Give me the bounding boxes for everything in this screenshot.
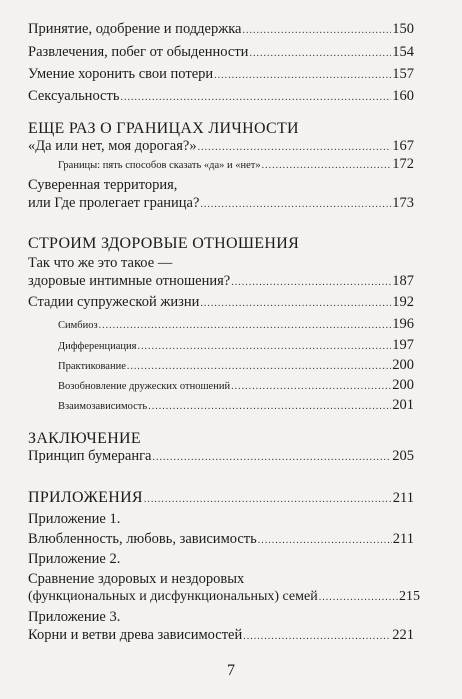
entry-page: 192 <box>392 294 414 310</box>
dot-leader <box>127 358 391 376</box>
dot-leader <box>214 67 391 85</box>
entry-page: 172 <box>392 156 414 172</box>
entry-title: Умение хоронить свои потери <box>28 66 214 82</box>
entry-page: 215 <box>399 589 420 604</box>
toc-entry <box>28 293 414 313</box>
toc-entry <box>28 489 414 509</box>
section-heading: ПРИЛОЖЕНИЯ <box>28 489 143 506</box>
entry-title: «Да или нет, моя дорогая?» <box>28 138 197 154</box>
entry-title: Возобновление дружеских отношений <box>58 381 231 392</box>
entry-title: Стадии супружеской жизни <box>28 294 200 310</box>
section-heading: СТРОИМ ЗДОРОВЫЕ ОТНОШЕНИЯ <box>28 235 300 252</box>
dot-leader <box>148 398 391 416</box>
dot-leader <box>144 491 392 509</box>
entry-title: Границы: пять способов сказать «да» и «нет» <box>58 160 261 171</box>
entry-title: Корни и ветви древа зависимостей <box>28 627 243 643</box>
dot-leader <box>200 295 391 313</box>
toc-subentry <box>58 336 414 356</box>
toc-subentry <box>58 356 414 376</box>
dot-leader <box>120 89 391 107</box>
dot-leader <box>231 378 391 396</box>
entry-title-line: Суверенная территория, <box>28 177 178 193</box>
dot-leader <box>249 45 391 63</box>
entry-page: 160 <box>392 88 414 104</box>
entry-page: 221 <box>392 627 414 643</box>
entry-page: 211 <box>392 490 414 506</box>
section-heading: ЗАКЛЮЧЕНИЕ <box>28 430 141 447</box>
toc-entry <box>28 20 414 40</box>
entry-title: Взаимозависимость <box>58 401 148 412</box>
entry-title: Развлечения, побег от обыденности <box>28 44 249 60</box>
dot-leader <box>243 22 392 40</box>
entry-page: 197 <box>392 337 414 353</box>
toc-subentry <box>58 315 414 335</box>
entry-page: 200 <box>392 357 414 373</box>
toc-entry <box>28 43 414 63</box>
entry-page: 205 <box>392 448 414 464</box>
entry-page: 187 <box>392 273 414 289</box>
entry-page: 200 <box>392 377 414 393</box>
toc-subentry <box>58 396 414 416</box>
section-heading: ЕЩЕ РАЗ О ГРАНИЦАХ ЛИЧНОСТИ <box>28 120 299 137</box>
toc-entry <box>28 530 414 550</box>
dot-leader <box>262 157 392 175</box>
dot-leader <box>319 589 398 607</box>
dot-leader <box>200 196 391 214</box>
entry-title-line: Приложение 3. <box>28 609 121 625</box>
entry-page: 154 <box>392 44 414 60</box>
entry-title: Принцип бумеранга <box>28 448 152 464</box>
toc-entry <box>28 194 414 214</box>
entry-title: Дифференциация <box>58 341 137 352</box>
toc-entry <box>28 65 414 85</box>
entry-title: или Где пролегает граница? <box>28 195 200 211</box>
toc-entry <box>28 137 414 157</box>
entry-page: 150 <box>392 21 414 37</box>
dot-leader <box>99 317 392 335</box>
entry-page: 211 <box>392 531 414 547</box>
entry-title: здоровые интимные отношения? <box>28 273 231 289</box>
entry-page: 157 <box>392 66 414 82</box>
toc-entry <box>28 272 414 292</box>
entry-page: 201 <box>392 397 414 413</box>
dot-leader <box>243 628 391 646</box>
dot-leader <box>137 338 391 356</box>
toc-entry <box>28 626 414 646</box>
entry-title-line: Так что же это такое — <box>28 255 173 271</box>
dot-leader <box>231 274 391 292</box>
entry-title-line: Приложение 2. <box>28 551 121 567</box>
entry-title: Симбиоз <box>58 320 98 331</box>
page-number: 7 <box>227 662 235 679</box>
dot-leader <box>152 449 391 467</box>
toc-entry <box>28 588 420 607</box>
entry-page: 173 <box>392 195 414 211</box>
entry-title-line: Приложение 1. <box>28 511 121 527</box>
toc-entry <box>28 87 414 107</box>
entry-title: Сексуальность <box>28 88 120 104</box>
toc-subentry <box>58 376 414 396</box>
entry-title: Практикование <box>58 361 126 372</box>
dot-leader <box>258 532 392 550</box>
toc-entry <box>28 447 414 467</box>
entry-title: Влюбленность, любовь, зависимость <box>28 531 257 547</box>
toc-subentry <box>58 155 414 175</box>
entry-page: 167 <box>392 138 414 154</box>
entry-page: 196 <box>392 316 414 332</box>
entry-title: (функциональных и дисфункциональных) семей <box>28 589 318 604</box>
entry-title: Принятие, одобрение и поддержка <box>28 21 242 37</box>
entry-title-line: Сравнение здоровых и нездоровых <box>28 571 245 587</box>
